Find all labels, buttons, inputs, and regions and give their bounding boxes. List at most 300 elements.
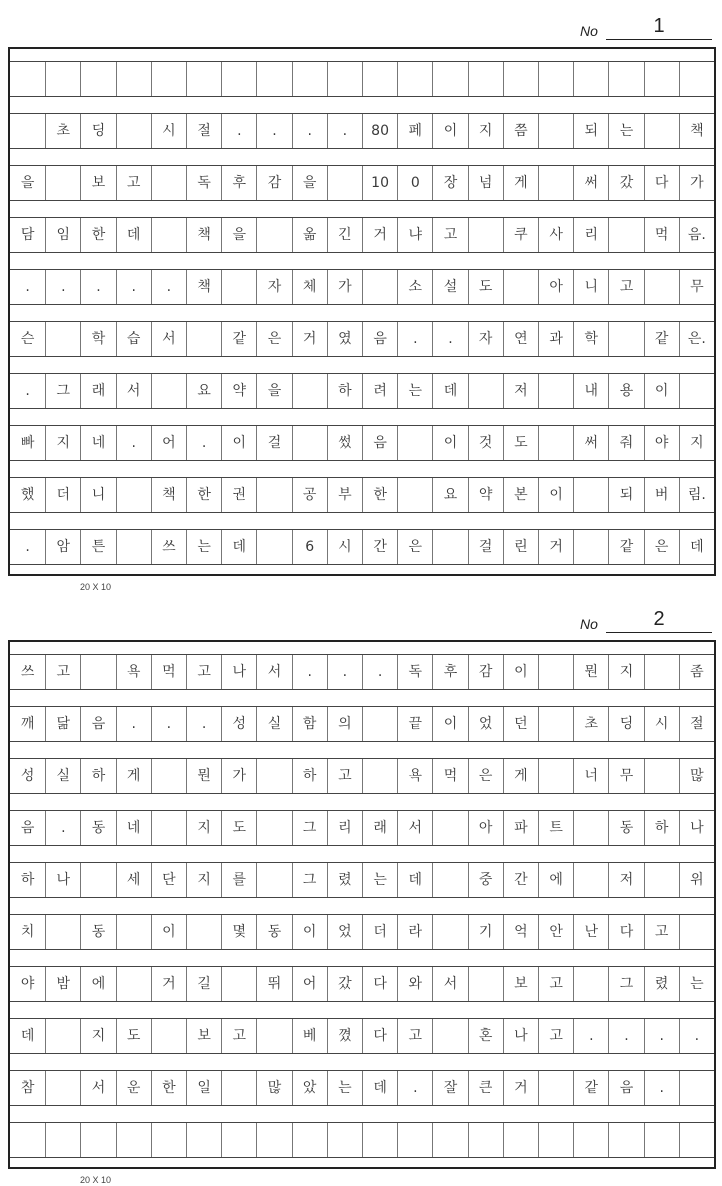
grid-cell (151, 1019, 186, 1053)
grid-cell: 임 (45, 218, 80, 252)
grid-cell: 많 (256, 1071, 291, 1105)
grid-cell: 는 (608, 114, 643, 148)
grid-cell: 지 (679, 426, 714, 460)
grid-cell: 약 (221, 374, 256, 408)
grid-cell (116, 62, 151, 96)
grid-cell: 와 (397, 967, 432, 1001)
grid-cell: 되 (608, 478, 643, 512)
grid-cell (608, 62, 643, 96)
grid-cell (468, 374, 503, 408)
grid-cell: 네 (116, 811, 151, 845)
grid-cell (397, 426, 432, 460)
grid-cell: 했 (20, 487, 35, 503)
grid-cell: 쿠 (503, 218, 538, 252)
grid-cell (292, 374, 327, 408)
grid-row (10, 1018, 714, 1054)
grid-cell (644, 270, 679, 304)
grid-cell (327, 62, 362, 96)
grid-cell: 다 (362, 1019, 397, 1053)
grid-cell: 도 (468, 270, 503, 304)
grid-cell: 파 (503, 811, 538, 845)
grid-cell: 단 (151, 863, 186, 897)
grid-cell: 을 (20, 175, 35, 191)
grid-cell (256, 1019, 291, 1053)
grid-cell (10, 62, 45, 96)
grid-cell: 후 (221, 166, 256, 200)
grid-cell: 을 (256, 374, 291, 408)
grid-row (10, 61, 714, 97)
grid-cell: 서 (80, 1071, 115, 1105)
grid-cell: 도 (221, 811, 256, 845)
grid-row (10, 321, 714, 357)
grid-cell (573, 1123, 608, 1157)
grid-cell: 서 (116, 374, 151, 408)
grid-cell (538, 374, 573, 408)
grid-cell: 책 (186, 218, 221, 252)
grid-cell (432, 863, 467, 897)
grid-cell (186, 915, 221, 949)
grid-cell: . (116, 426, 151, 460)
grid-cell: . (151, 270, 186, 304)
grid-cell: 다 (362, 967, 397, 1001)
grid-cell: 았 (292, 1071, 327, 1105)
grid-cell: 같 (644, 322, 679, 356)
grid-cell (538, 62, 573, 96)
grid-cell: 갔 (608, 166, 643, 200)
page-number-underline (606, 632, 712, 633)
grid-cell (538, 426, 573, 460)
grid-cell: 서 (397, 811, 432, 845)
grid-cell: 담 (20, 227, 35, 243)
grid-cell: 아 (538, 270, 573, 304)
grid-cell: 이 (292, 915, 327, 949)
grid-cell: 이 (432, 114, 467, 148)
grid-cell (432, 1019, 467, 1053)
grid-cell: 거 (362, 218, 397, 252)
grid-cell: 렸 (327, 863, 362, 897)
grid-cell: 더 (362, 915, 397, 949)
grid-cell: 독 (397, 655, 432, 689)
grid-cell: 더 (45, 478, 80, 512)
grid-cell (573, 811, 608, 845)
grid-cell: 설 (432, 270, 467, 304)
grid-cell (644, 62, 679, 96)
grid-cell: . (362, 655, 397, 689)
grid-cell: 이 (432, 707, 467, 741)
grid-cell: 되 (573, 114, 608, 148)
grid-cell (362, 270, 397, 304)
grid-cell (186, 1123, 221, 1157)
grid-cell: 고 (327, 759, 362, 793)
grid-cell: 같 (573, 1071, 608, 1105)
grid-cell (45, 322, 80, 356)
grid-cell: 한 (151, 1071, 186, 1105)
grid-cell: 하 (20, 872, 35, 888)
grid-size-label: 20 X 10 (80, 1175, 112, 1185)
grid-cell: 좀 (679, 655, 714, 689)
grid-cell: 한 (80, 218, 115, 252)
grid-row (10, 529, 714, 565)
grid-cell: 초 (45, 114, 80, 148)
grid-cell (644, 759, 679, 793)
grid-cell: 감 (256, 166, 291, 200)
grid-cell: 였 (327, 322, 362, 356)
grid-cell (362, 759, 397, 793)
grid-cell: 거 (292, 322, 327, 356)
grid-cell: 동 (80, 811, 115, 845)
grid-cell: 슨 (20, 331, 35, 347)
grid-cell (538, 759, 573, 793)
grid-cell: 음 (20, 820, 35, 836)
page-number-underline (606, 39, 712, 40)
grid-cell: 데 (397, 863, 432, 897)
grid-cell: 데 (362, 1071, 397, 1105)
grid-cell (538, 1123, 573, 1157)
grid-cell: 쯤 (503, 114, 538, 148)
grid-cell (608, 1123, 643, 1157)
grid-cell: 썼 (327, 426, 362, 460)
grid-cell: 욕 (397, 759, 432, 793)
grid-row (10, 113, 714, 149)
grid-cell: 그 (292, 811, 327, 845)
grid-cell (573, 530, 608, 564)
grid-cell: 장 (432, 166, 467, 200)
grid-cell: 는 (327, 1071, 362, 1105)
grid-cell: 감 (468, 655, 503, 689)
grid-cell: 긴 (327, 218, 362, 252)
grid-cell: 같 (221, 322, 256, 356)
grid-cell: 음 (80, 707, 115, 741)
grid-cell: 습 (116, 322, 151, 356)
grid-cell: 약 (468, 478, 503, 512)
grid-cell (538, 655, 573, 689)
grid-cell (151, 1123, 186, 1157)
grid-cell (608, 322, 643, 356)
grid-cell: 소 (397, 270, 432, 304)
grid-cell: . (397, 322, 432, 356)
grid-cell (292, 1123, 327, 1157)
grid-cell: 거 (151, 967, 186, 1001)
grid-cell: 나 (679, 811, 714, 845)
grid-cell (573, 967, 608, 1001)
grid-cell: . (45, 270, 80, 304)
grid-row (10, 373, 714, 409)
grid-cell: 어 (151, 426, 186, 460)
grid-cell: 보 (186, 1019, 221, 1053)
grid-cell: 먹 (644, 218, 679, 252)
grid-cell: 하 (644, 811, 679, 845)
grid-cell (221, 270, 256, 304)
grid-cell: 데 (432, 374, 467, 408)
grid-cell (45, 62, 80, 96)
grid-cell: 에 (80, 967, 115, 1001)
grid-cell: 었 (327, 915, 362, 949)
grid-cell: 먹 (432, 759, 467, 793)
grid-cell (432, 530, 467, 564)
grid-cell: 과 (538, 322, 573, 356)
grid-cell: 갔 (327, 967, 362, 1001)
grid-cell (538, 166, 573, 200)
grid-cell (432, 62, 467, 96)
grid-cell: 학 (573, 322, 608, 356)
grid-cell: 써 (573, 426, 608, 460)
grid-cell: 서 (151, 322, 186, 356)
grid-cell: 안 (538, 915, 573, 949)
grid-cell: 도 (116, 1019, 151, 1053)
grid-cell (538, 114, 573, 148)
grid-cell: 걸 (256, 426, 291, 460)
grid-cell: 성 (20, 768, 35, 784)
page-number-value: 2 (653, 608, 665, 630)
grid-cell: 절 (186, 114, 221, 148)
grid-cell: 이 (503, 655, 538, 689)
grid-cell (80, 655, 115, 689)
grid-cell: 던 (503, 707, 538, 741)
grid-cell (151, 218, 186, 252)
grid-cell: 세 (116, 863, 151, 897)
grid-cell: 혼 (468, 1019, 503, 1053)
grid-cell (679, 915, 714, 949)
grid-cell (116, 530, 151, 564)
grid-cell (186, 62, 221, 96)
grid-cell: 줘 (608, 426, 643, 460)
grid-cell (538, 1071, 573, 1105)
grid-cell: 동 (256, 915, 291, 949)
grid-cell: 후 (432, 655, 467, 689)
grid-cell (538, 707, 573, 741)
grid-cell: . (25, 279, 30, 295)
grid-cell: 연 (503, 322, 538, 356)
grid-cell: 딩 (80, 114, 115, 148)
grid-cell: 꼈 (327, 1019, 362, 1053)
grid-cell (256, 62, 291, 96)
grid-cell: 서 (256, 655, 291, 689)
grid-cell: 은 (644, 530, 679, 564)
grid-cell: 80 (362, 114, 397, 148)
grid-cell: 그 (292, 863, 327, 897)
grid-cell: 뭔 (186, 759, 221, 793)
grid-cell: 리 (573, 218, 608, 252)
grid-cell (116, 478, 151, 512)
grid-cell: 가 (679, 166, 714, 200)
grid-cell: 음 (362, 322, 397, 356)
grid-row (10, 862, 714, 898)
grid-cell: 이 (432, 426, 467, 460)
grid-cell (45, 1123, 80, 1157)
grid-size-label: 20 X 10 (80, 582, 112, 592)
grid-cell: . (397, 1071, 432, 1105)
grid-cell (468, 967, 503, 1001)
grid-cell: 리 (327, 811, 362, 845)
grid-cell (256, 218, 291, 252)
grid-cell: . (573, 1019, 608, 1053)
grid-cell: 고 (221, 1019, 256, 1053)
grid-cell (503, 270, 538, 304)
grid-cell (221, 62, 256, 96)
grid-cell: 고 (186, 655, 221, 689)
grid-cell: 이 (538, 478, 573, 512)
grid-cell: 의 (327, 707, 362, 741)
grid-cell: 나 (503, 1019, 538, 1053)
grid-cell: 음. (679, 218, 714, 252)
grid-cell: 데 (116, 218, 151, 252)
grid-row (10, 706, 714, 742)
grid-cell: . (644, 1019, 679, 1053)
grid-cell: 고 (116, 166, 151, 200)
grid-cell (256, 530, 291, 564)
manuscript-sheet (8, 640, 716, 1169)
grid-cell: 데 (20, 1028, 35, 1044)
grid-cell: 은 (256, 322, 291, 356)
grid-cell: 내 (573, 374, 608, 408)
grid-cell (292, 426, 327, 460)
grid-cell: 그 (45, 374, 80, 408)
grid-cell: 이 (644, 374, 679, 408)
grid-cell: 거 (538, 530, 573, 564)
grid-cell (362, 707, 397, 741)
grid-cell: 딩 (608, 707, 643, 741)
grid-cell: 고 (608, 270, 643, 304)
grid-cell: 끝 (397, 707, 432, 741)
grid-cell: . (608, 1019, 643, 1053)
grid-cell: 고 (397, 1019, 432, 1053)
grid-cell (256, 1123, 291, 1157)
grid-cell (256, 759, 291, 793)
grid-cell: 참 (20, 1080, 35, 1096)
grid-cell (362, 62, 397, 96)
grid-cell: 중 (468, 863, 503, 897)
grid-cell: 실 (256, 707, 291, 741)
grid-cell: 을 (221, 218, 256, 252)
grid-cell: 큰 (468, 1071, 503, 1105)
grid-cell (432, 915, 467, 949)
grid-cell: 지 (468, 114, 503, 148)
grid-cell: 부 (327, 478, 362, 512)
grid-cell (151, 374, 186, 408)
grid-row (10, 758, 714, 794)
grid-cell (679, 62, 714, 96)
grid-cell: 무 (679, 270, 714, 304)
grid-cell: 고 (538, 967, 573, 1001)
grid-cell: 래 (362, 811, 397, 845)
grid-cell: 는 (186, 530, 221, 564)
grid-cell (679, 374, 714, 408)
grid-cell (221, 1071, 256, 1105)
grid-cell (45, 166, 80, 200)
grid-cell: 트 (538, 811, 573, 845)
grid-cell: 에 (538, 863, 573, 897)
grid-cell: 요 (186, 374, 221, 408)
grid-cell (221, 1123, 256, 1157)
grid-row (10, 914, 714, 950)
grid-cell: 초 (573, 707, 608, 741)
grid-cell: 0 (397, 166, 432, 200)
grid-cell: . (292, 655, 327, 689)
grid-cell (432, 1123, 467, 1157)
grid-cell: 보 (80, 166, 115, 200)
grid-cell: 간 (503, 863, 538, 897)
grid-cell: . (186, 426, 221, 460)
grid-cell: . (151, 707, 186, 741)
grid-cell: 튼 (80, 530, 115, 564)
grid-cell: 베 (292, 1019, 327, 1053)
grid-cell (573, 478, 608, 512)
grid-cell: 10 (362, 166, 397, 200)
manuscript-sheet (8, 47, 716, 576)
grid-cell: 독 (186, 166, 221, 200)
grid-cell: 지 (186, 811, 221, 845)
grid-cell: 잘 (432, 1071, 467, 1105)
grid-cell: 그 (608, 967, 643, 1001)
grid-cell: 책 (186, 270, 221, 304)
grid-cell (221, 967, 256, 1001)
grid-cell: 난 (573, 915, 608, 949)
grid-cell (151, 759, 186, 793)
grid-cell: 절 (679, 707, 714, 741)
grid-cell: 권 (221, 478, 256, 512)
grid-cell: 욕 (116, 655, 151, 689)
grid-cell: 다 (644, 166, 679, 200)
grid-cell: . (256, 114, 291, 148)
grid-cell (468, 1123, 503, 1157)
grid-row (10, 425, 714, 461)
grid-cell (45, 1071, 80, 1105)
grid-cell: 게 (503, 759, 538, 793)
grid-cell: 요 (432, 478, 467, 512)
grid-cell (327, 166, 362, 200)
grid-cell: 체 (292, 270, 327, 304)
grid-cell (45, 915, 80, 949)
grid-cell: 페 (397, 114, 432, 148)
grid-cell: 간 (362, 530, 397, 564)
grid-cell: 함 (292, 707, 327, 741)
grid-cell: 데 (221, 530, 256, 564)
grid-cell: 린 (503, 530, 538, 564)
grid-cell: 은 (468, 759, 503, 793)
grid-cell: 옮 (292, 218, 327, 252)
grid-cell: 같 (608, 530, 643, 564)
grid-cell: 사 (538, 218, 573, 252)
grid-cell: 니 (80, 478, 115, 512)
grid-cell: 거 (503, 1071, 538, 1105)
grid-cell (186, 322, 221, 356)
grid-cell: 몇 (221, 915, 256, 949)
grid-cell: . (221, 114, 256, 148)
page-number-header (580, 603, 712, 633)
grid-cell: 걸 (468, 530, 503, 564)
grid-cell (80, 863, 115, 897)
page-number-label: No (580, 23, 598, 39)
grid-cell: 지 (608, 655, 643, 689)
grid-cell (256, 811, 291, 845)
grid-cell: 쓰 (20, 664, 35, 680)
grid-cell: . (327, 114, 362, 148)
grid-row (10, 269, 714, 305)
grid-cell: 길 (186, 967, 221, 1001)
grid-cell: 학 (80, 322, 115, 356)
page-number-header (580, 10, 712, 40)
grid-cell (116, 1123, 151, 1157)
grid-cell (503, 62, 538, 96)
grid-cell: 하 (80, 759, 115, 793)
grid-cell (679, 1071, 714, 1105)
grid-cell: 게 (503, 166, 538, 200)
grid-cell: 저 (503, 374, 538, 408)
grid-cell: 깨 (20, 716, 35, 732)
grid-cell: 억 (503, 915, 538, 949)
grid-cell (151, 811, 186, 845)
grid-cell: 는 (397, 374, 432, 408)
